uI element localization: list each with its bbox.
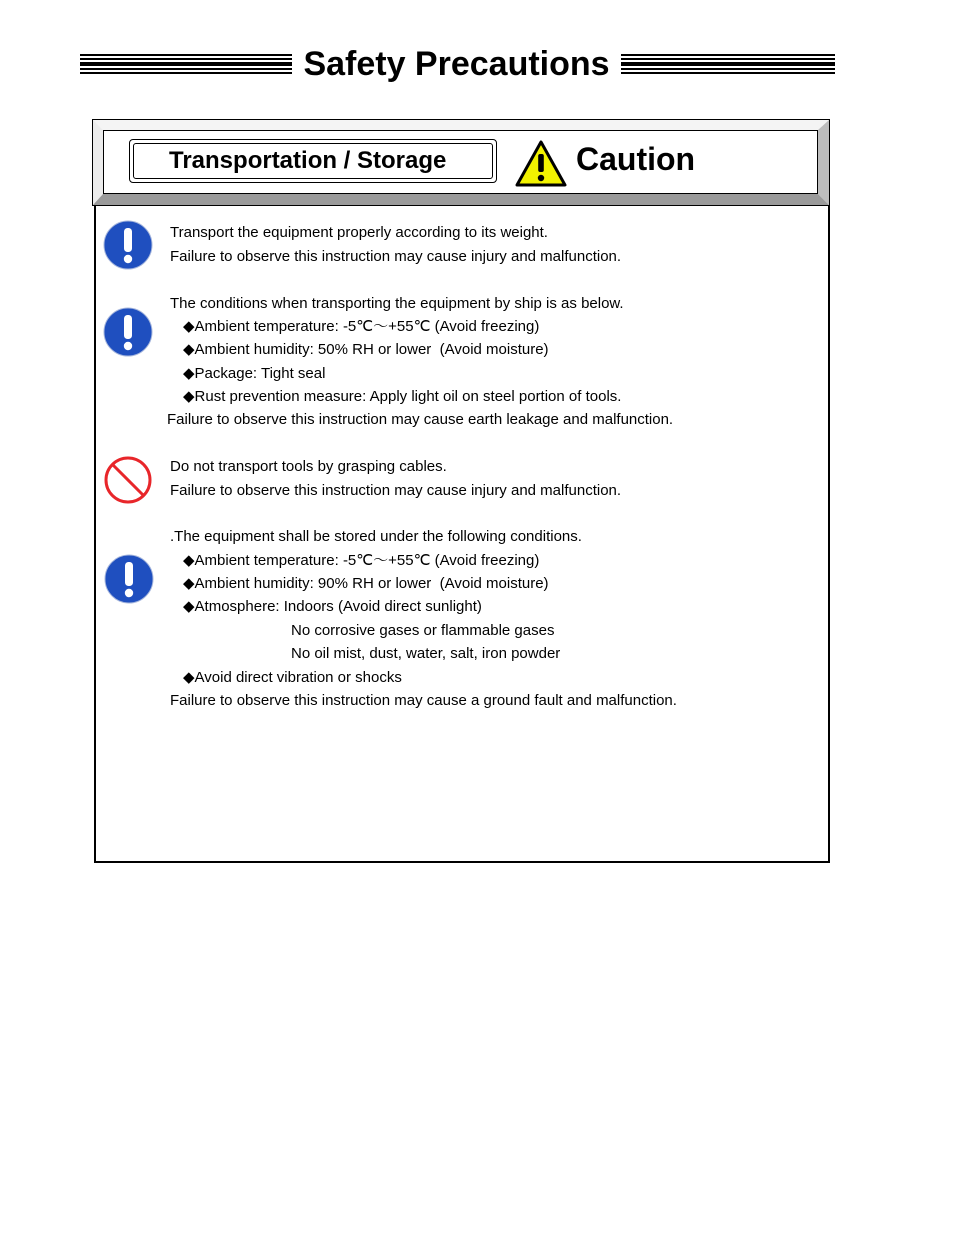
instruction-text: Do not transport tools by grasping cables. [170, 458, 447, 475]
consequence-text: Failure to observe this instruction may cause injury and malfunction. [170, 482, 622, 499]
instruction-text: .The equipment shall be stored under the following conditions. [170, 528, 582, 545]
condition-item: ◆Ambient temperature: -5℃～+55℃ (Avoid freezing) [183, 318, 540, 335]
mandatory-action-icon [104, 554, 154, 604]
condition-item: ◆Rust prevention measure: Apply light oil on steel portion of tools. [183, 388, 622, 405]
topic-label: Transportation / Storage [169, 147, 447, 174]
mandatory-action-icon [103, 307, 153, 357]
instruction-text: Transport the equipment properly according to its weight. [170, 224, 548, 241]
mandatory-action-icon [103, 220, 153, 270]
instruction-text: The conditions when transporting the equipment by ship is as below. [170, 295, 624, 312]
warning-triangle-icon [515, 140, 567, 187]
condition-item: ◆Avoid direct vibration or shocks [183, 669, 402, 686]
topic-box [129, 139, 497, 183]
consequence-text: Failure to observe this instruction may cause a ground fault and malfunction. [170, 692, 677, 709]
condition-item: ◆Atmosphere: Indoors (Avoid direct sunlight) [183, 598, 482, 615]
condition-item: ◆Ambient humidity: 90% RH or lower (Avoid moisture) [183, 575, 549, 592]
title-rule-left [80, 54, 292, 74]
consequence-text: Failure to observe this instruction may cause injury and malfunction. [170, 248, 622, 265]
condition-item: ◆Ambient humidity: 50% RH or lower (Avoid moisture) [183, 341, 549, 358]
condition-subitem: No oil mist, dust, water, salt, iron powder [291, 645, 561, 662]
panel-header [92, 119, 830, 206]
page-title: Safety Precautions [303, 45, 610, 83]
caution-label: Caution [576, 141, 696, 177]
title-rule-right [621, 54, 835, 74]
title-bar [80, 42, 835, 86]
prohibition-icon [103, 455, 153, 505]
condition-item: ◆Ambient temperature: -5℃～+55℃ (Avoid freezing) [183, 552, 540, 569]
condition-item: ◆Package: Tight seal [183, 365, 326, 382]
consequence-text: Failure to observe this instruction may cause earth leakage and malfunction. [167, 411, 674, 428]
condition-subitem: No corrosive gases or flammable gases [291, 622, 555, 639]
